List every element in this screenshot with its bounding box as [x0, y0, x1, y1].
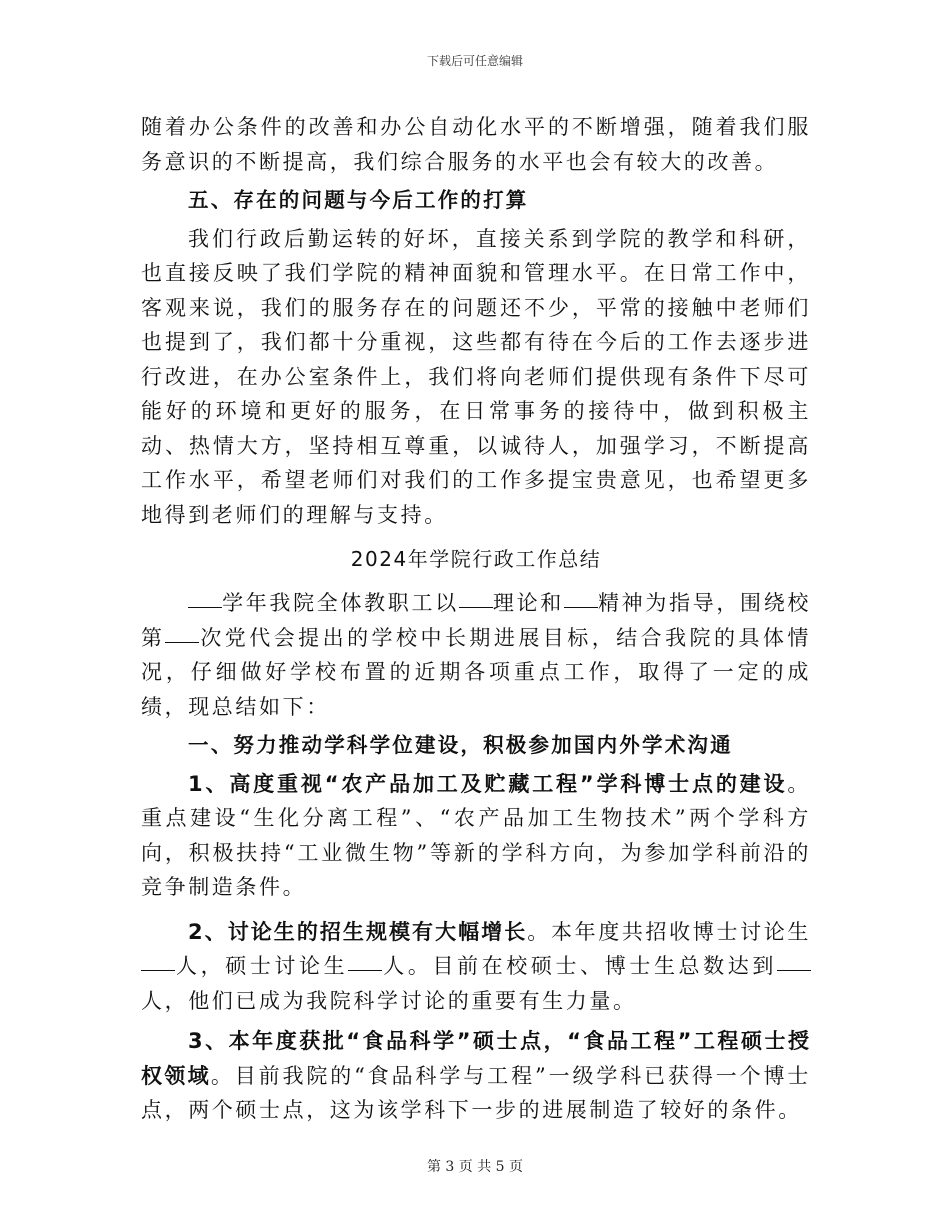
item-2: [141, 915, 811, 1019]
page-footer: 第 3 页 共 5 页: [426, 1159, 524, 1175]
fill-blank: [564, 607, 598, 608]
fill-blank: [459, 607, 493, 608]
document-body: [141, 110, 811, 1128]
paragraph-problems: 我们行政后勤运转的好坏，直接关系到学院的教学和科研，也直接反映了我们学院的精神面貌和管理水平。在日常工作中，客观来说，我们的服务存在的问题还不少，平常的接触中老师们也提到了，我们都十分重视，这些都有待在今后的工作去逐步进行改进，在办公室条件上，我们将向老师们提供现有条件下尽可能好的环境和更好的服务，在日常事务的接待中，做到积极主动、热情大方，坚持相互尊重，以诚待人，加强学习，不断提高工作水平，希望老师们对我们的工作多提宝贵意见，也希望更多地得到老师们的理解与支持。: [141, 226, 811, 527]
fill-blank: [165, 642, 199, 643]
item-2-text-3: 人。目前在校硕士、博士生总数达到: [382, 954, 777, 978]
item-2-lead: 2、讨论生的招生规模有大幅增长: [188, 919, 528, 944]
intro-text-3: 精神为指导，围绕校第: [141, 591, 812, 650]
section-heading-5: 五、存在的问题与今后工作的打算: [188, 188, 529, 212]
intro-text-1: 学年我院全体教职工以: [222, 591, 459, 615]
section-heading-1: 一、努力推动学科学位建设，积极参加国内外学术沟通: [188, 733, 733, 757]
page-header: 下载后可任意编辑: [426, 54, 523, 68]
intro-text-2: 理论和: [492, 591, 564, 615]
document-title: 2024年学院行政工作总结: [350, 547, 602, 571]
item-2-text-1: 。本年度共招收博士讨论生: [527, 919, 811, 944]
item-2-text-2: 人，硕士讨论生: [175, 954, 349, 978]
item-3: [141, 1024, 811, 1128]
paragraph-continued: 随着办公条件的改善和办公自动化水平的不断增强，随着我们服务意识的不断提高，我们综合服务的水平也会有较大的改善。: [141, 115, 811, 174]
item-3-lead: 3、本年度获批“食品科学”硕士点，“食品工程”工程硕士授权领域: [141, 1029, 811, 1088]
item-1-lead: 1、高度重视“农产品加工及贮藏工程”学科博士点的建设: [188, 771, 788, 796]
item-3-text: 。目前我院的“食品科学与工程”一级学科已获得一个博士点，两个硕士点，这为该学科下一步的进展制造了较好的条件。: [141, 1063, 812, 1122]
fill-blank: [188, 607, 222, 608]
item-1: [141, 767, 811, 905]
fill-blank: [141, 970, 175, 971]
fill-blank: [777, 970, 811, 971]
paragraph-intro: [141, 586, 811, 724]
intro-text-4: 次党代会提出的学校中长期进展目标，结合我院的具体情况，仔细做好学校布置的近期各项重点工作，取得了一定的成绩，现总结如下：: [141, 625, 811, 719]
item-2-text-4: 人，他们已成为我院科学讨论的重要有生力量。: [141, 988, 637, 1013]
fill-blank: [348, 970, 382, 971]
item-1-text: 。重点建设“生化分离工程”、“农产品加工生物技术”两个学科方向，积极扶持“工业微生物”等新的学科方向，为参加学科前沿的竞争制造条件。: [141, 771, 811, 899]
